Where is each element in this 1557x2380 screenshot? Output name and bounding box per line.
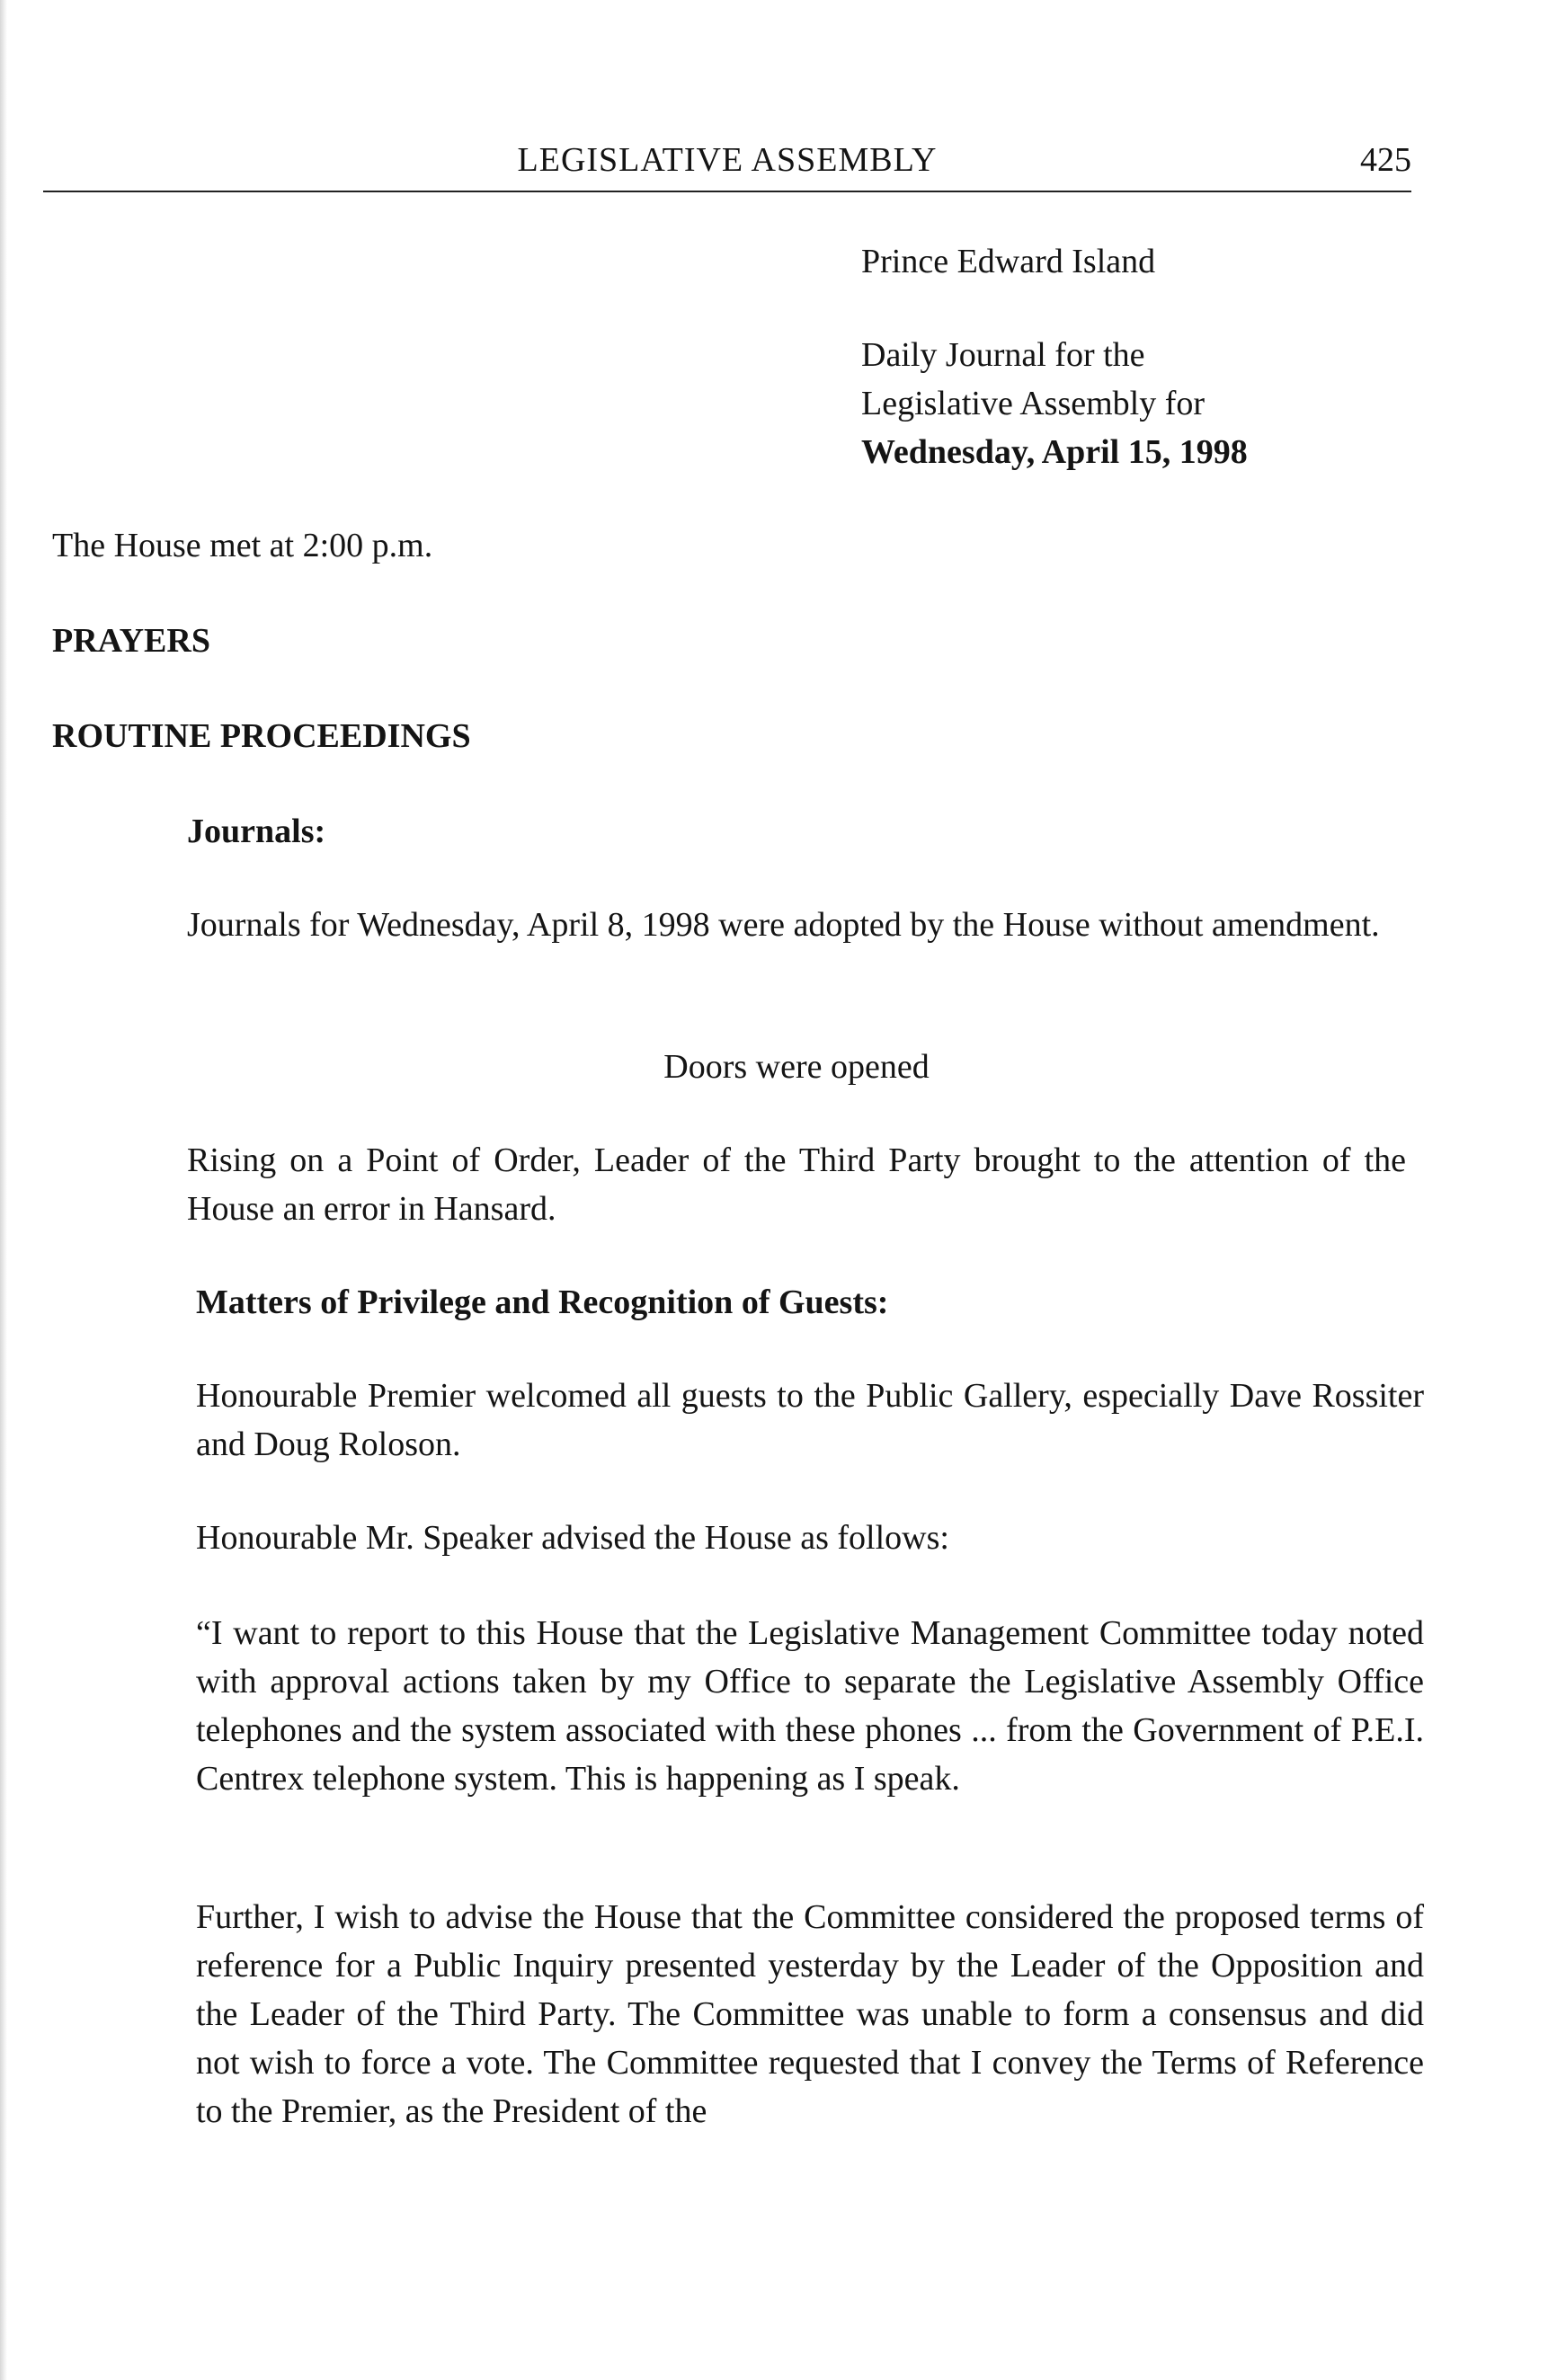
speaker-intro: Honourable Mr. Speaker advised the House as follows:	[196, 1519, 949, 1557]
journal-title-line1: Daily Journal for the	[861, 336, 1145, 374]
welcome-paragraph: Honourable Premier welcomed all guests to the Public Gallery, especially Dave Rossiter and Doug Roloson.	[196, 1377, 1424, 1463]
page-header	[43, 135, 1411, 192]
province-name: Prince Edward Island	[861, 243, 1156, 280]
doors-opened-note: Doors were opened	[663, 1048, 930, 1086]
section-heading-prayers: PRAYERS	[52, 622, 210, 660]
sitting-date: Wednesday, April 15, 1998	[861, 433, 1248, 471]
subheading-journals: Journals:	[187, 813, 326, 850]
scan-edge-shadow	[0, 0, 7, 2380]
page-number: 425	[1360, 141, 1411, 179]
speaker-quote-paragraph-1: “I want to report to this House that the Legislative Management Committee today noted with approval actions taken by my Office to separate the Legislative Assembly Office telephones and the system associated with these phones ... from the Government of P.E.I. Centrex telephone system. This is happening as I speak.	[196, 1614, 1424, 1798]
running-title: LEGISLATIVE ASSEMBLY	[517, 141, 938, 179]
point-of-order-paragraph: Rising on a Point of Order, Leader of the Third Party brought to the attention of the House an error in Hansard.	[187, 1141, 1406, 1228]
journals-paragraph: Journals for Wednesday, April 8, 1998 were adopted by the House without amendment.	[187, 906, 1380, 944]
journal-title-line2: Legislative Assembly for	[861, 385, 1206, 422]
subheading-privilege-guests: Matters of Privilege and Recognition of Guests:	[196, 1283, 889, 1321]
speaker-quote-paragraph-2: Further, I wish to advise the House that the Committee considered the proposed terms of reference for a Public Inquiry presented yesterday by the Leader of the Opposition and the Leader of the Third Party. The Committee was unable to form a consensus and did not wish to force a vote. The Committee requested that I convey the Terms of Reference to the Premier, as the President of the	[196, 1898, 1424, 2130]
section-heading-routine-proceedings: ROUTINE PROCEEDINGS	[52, 717, 471, 755]
opening-statement: The House met at 2:00 p.m.	[52, 527, 433, 564]
